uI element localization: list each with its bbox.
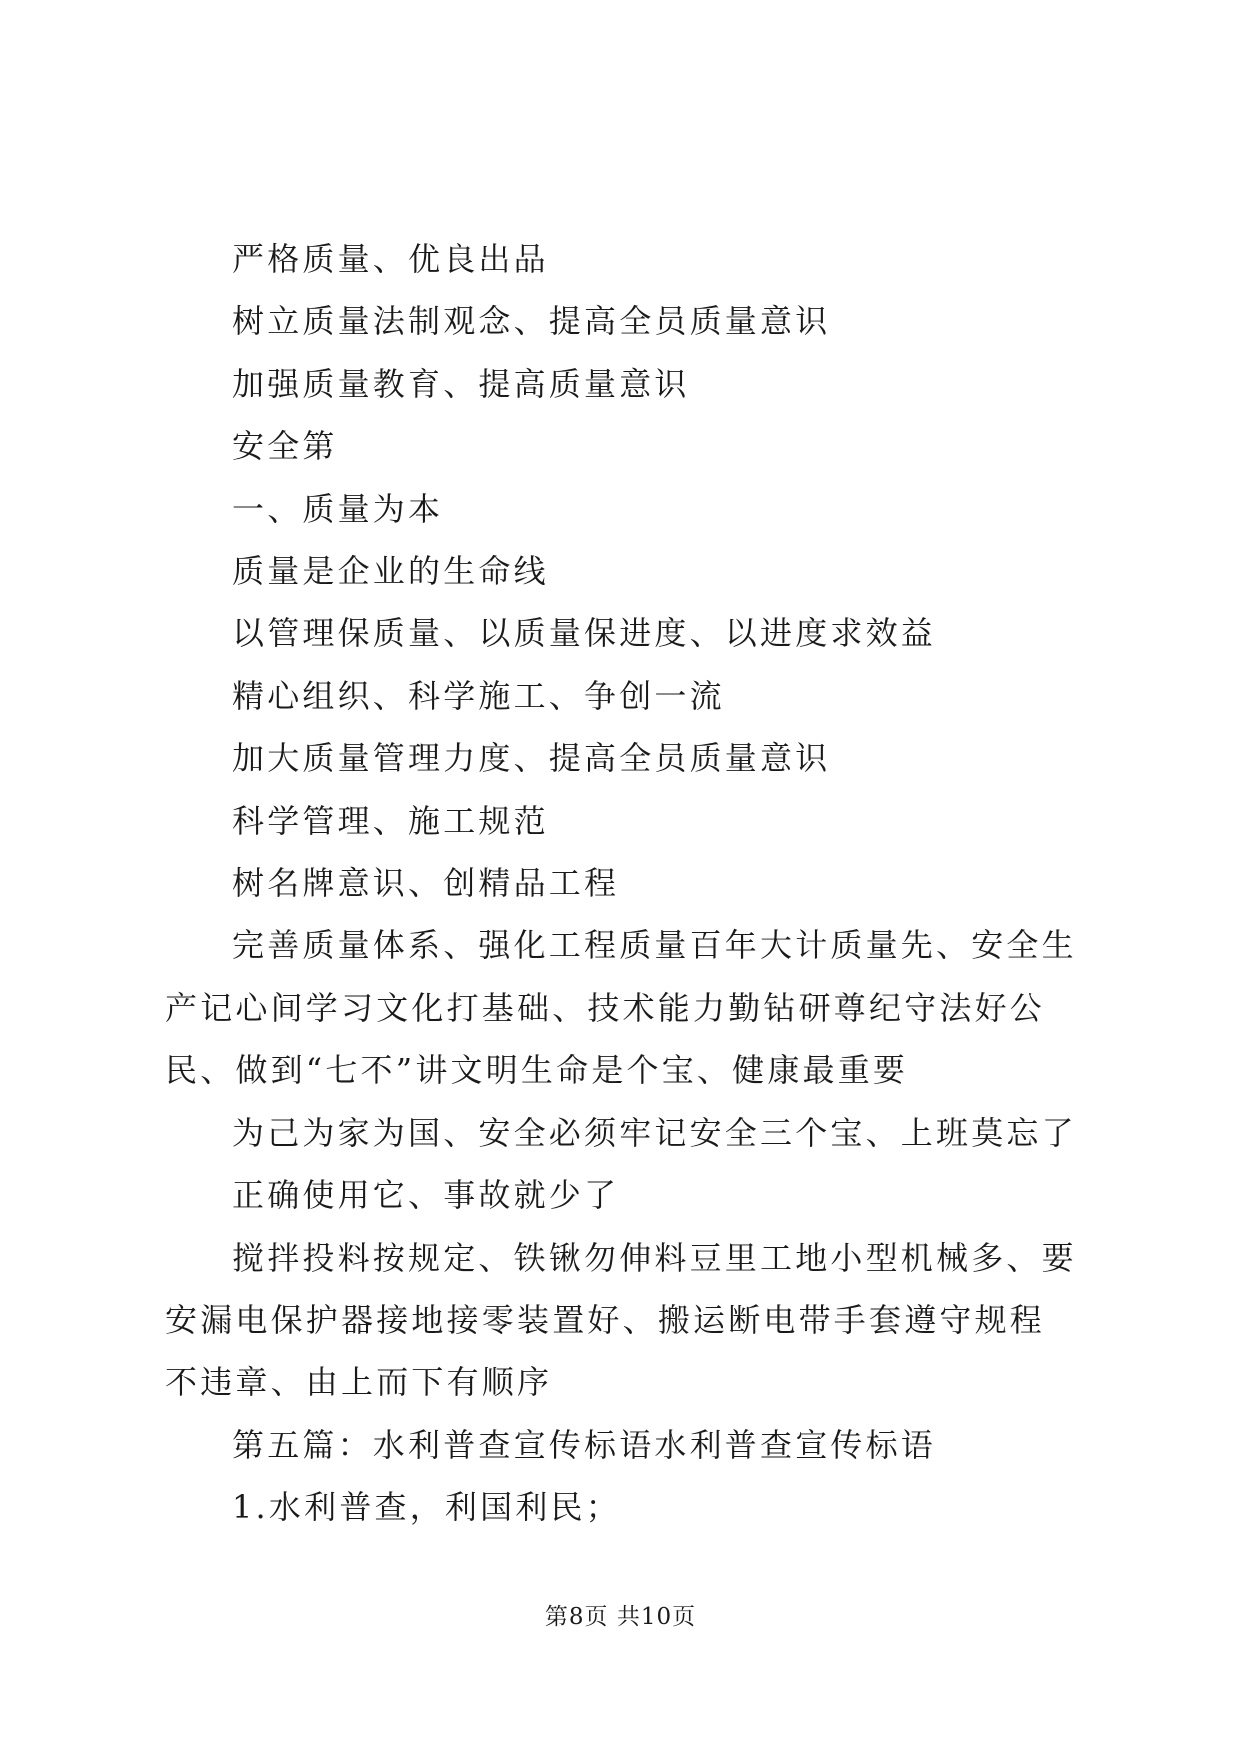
paragraph: 严格质量、优良出品 <box>232 240 549 278</box>
document-body <box>165 228 1080 1539</box>
paragraph: 树立质量法制观念、提高全员质量意识 <box>232 302 831 341</box>
paragraph: 一、质量为本 <box>232 489 444 528</box>
paragraph: 以管理保质量、以质量保进度、以进度求效益 <box>232 614 937 653</box>
paragraph: 1.水利普查，利国利民； <box>232 1488 621 1527</box>
paragraph: 加大质量管理力度、提高全员质量意识 <box>232 739 831 778</box>
paragraph: 为己为家为国、安全必须牢记安全三个宝、上班莫忘了 <box>232 1113 1077 1152</box>
page-number: 第8页 共10页 <box>544 1604 697 1630</box>
paragraph: 搅拌投料按规定、铁锹勿伸料豆里工地小型机械多、要安漏电保护器接地接零装置好、搬运断电带手套遵守规程不违章、由上而下有顺序 <box>165 1238 1077 1402</box>
paragraph: 树名牌意识、创精品工程 <box>232 864 620 903</box>
paragraph: 加强质量教育、提高质量意识 <box>232 364 690 403</box>
page-footer <box>0 1602 1241 1632</box>
paragraph: 质量是企业的生命线 <box>232 552 549 591</box>
paragraph: 第五篇：水利普查宣传标语水利普查宣传标语 <box>232 1425 937 1464</box>
paragraph: 完善质量体系、强化工程质量百年大计质量先、安全生产记心间学习文化打基础、技术能力勤钻研尊纪守法好公民、做到“七不”讲文明生命是个宝、健康最重要 <box>165 926 1077 1090</box>
paragraph: 正确使用它、事故就少了 <box>232 1176 620 1215</box>
paragraph: 精心组织、科学施工、争创一流 <box>232 676 725 715</box>
paragraph: 科学管理、施工规范 <box>232 801 549 840</box>
paragraph: 安全第 <box>232 427 338 466</box>
